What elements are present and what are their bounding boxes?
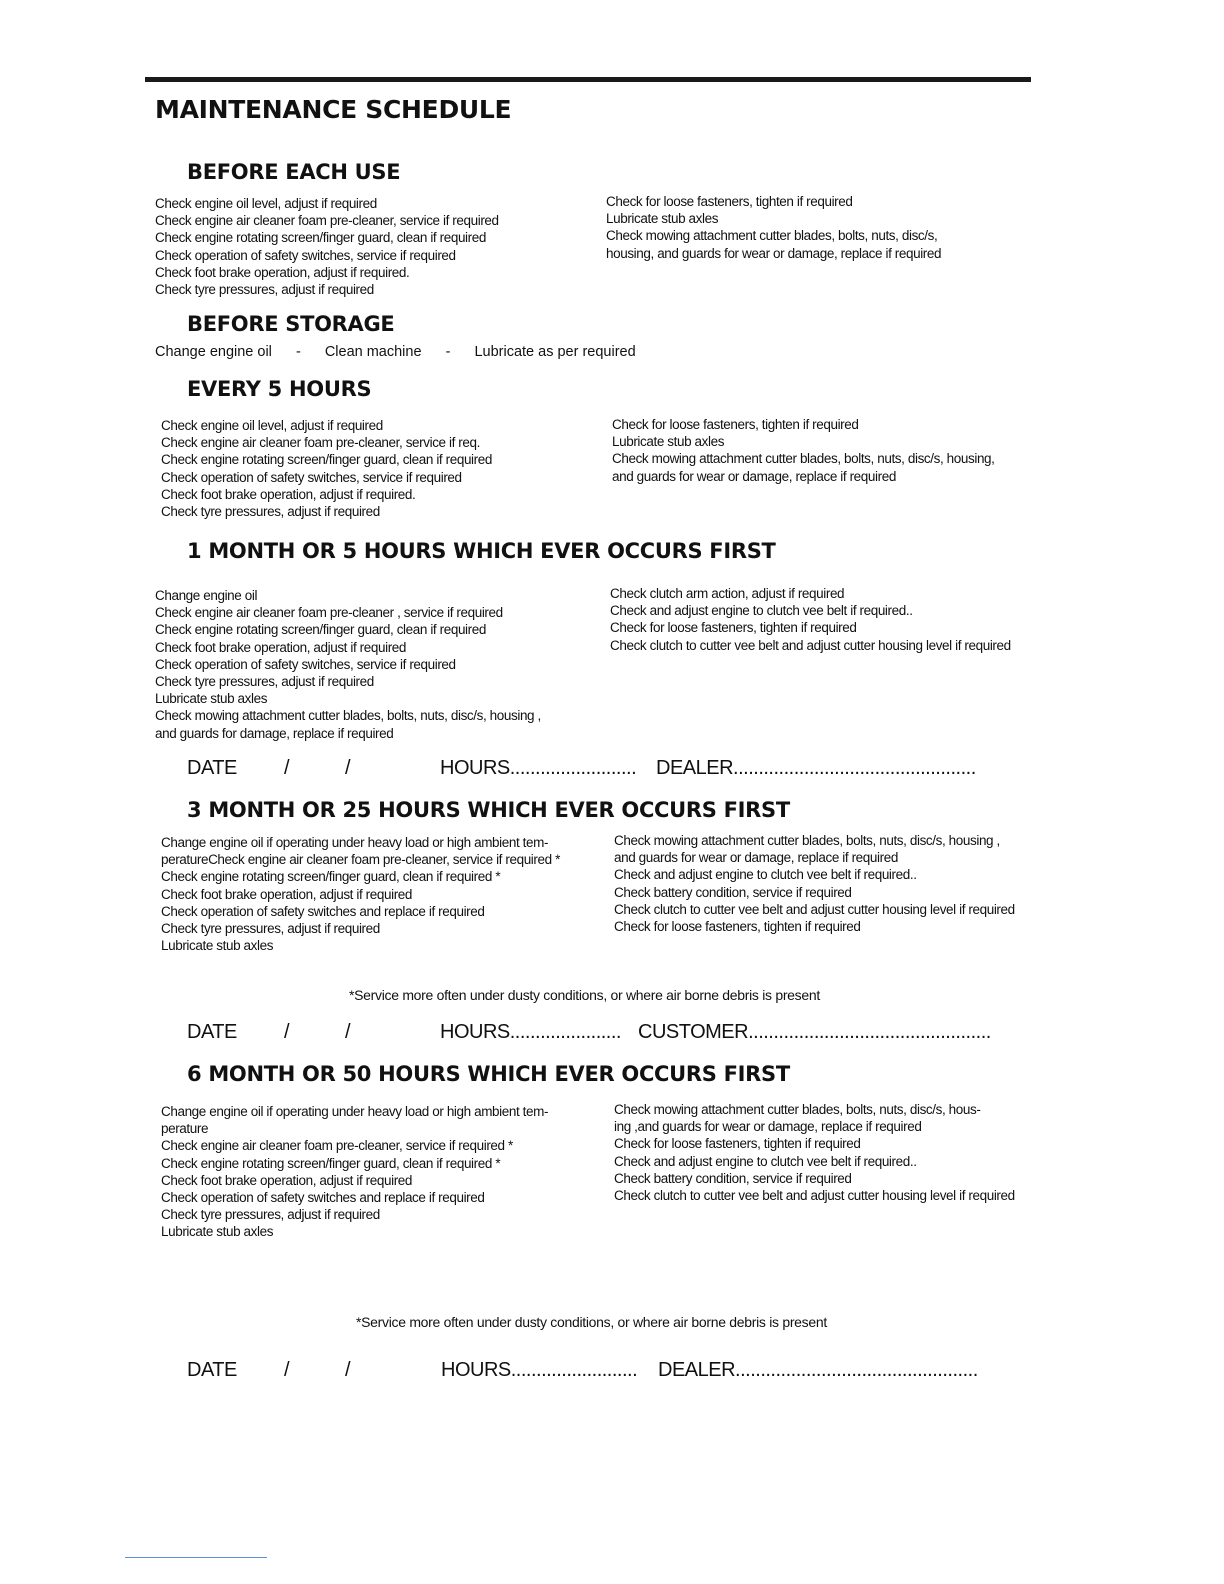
list-item: Change engine oil if operating under heavy load or high ambient tem-	[161, 835, 549, 850]
list-item: Lubricate stub axles	[155, 691, 268, 707]
list-item: Check tyre pressures, adjust if required	[161, 921, 380, 937]
date-slash: /	[345, 757, 351, 779]
list-item: Check mowing attachment cutter blades, bolts, nuts, disc/s,	[606, 228, 938, 244]
list-item: Check tyre pressures, adjust if required	[155, 282, 374, 298]
date-slash: /	[284, 757, 290, 779]
list-item: Check for loose fasteners, tighten if required	[606, 194, 853, 209]
date-slash: /	[345, 1021, 351, 1043]
list-item: Check for loose fasteners, tighten if required	[614, 919, 861, 935]
list-item: Lubricate stub axles	[606, 211, 719, 227]
storage-separator: -	[295, 344, 301, 360]
list-item: Change engine oil if operating under heavy load or high ambient tem-	[161, 1104, 549, 1119]
storage-item: Clean machine	[324, 344, 422, 360]
date-label: DATE	[187, 1359, 237, 1381]
list-item: perature	[161, 1121, 209, 1137]
one-month-right-list	[610, 585, 1011, 654]
three-month-left-list	[161, 834, 560, 954]
list-item: Check and adjust engine to clutch vee belt if required..	[614, 1153, 917, 1169]
every-5-hours-right-list	[612, 416, 995, 485]
list-item: and guards for wear or damage, replace if required	[614, 850, 898, 866]
list-item: Check mowing attachment cutter blades, bolts, nuts, disc/s, housing ,	[614, 833, 1000, 848]
list-item: Check engine rotating screen/finger guard, clean if required	[155, 230, 486, 246]
list-item: Check engine rotating screen/finger guard, clean if required	[155, 622, 486, 638]
storage-item: Lubricate as per required	[474, 344, 636, 360]
heading-1-month: 1 MONTH OR 5 HOURS WHICH EVER OCCURS FIRST	[187, 539, 776, 563]
three-month-right-list	[614, 832, 1015, 935]
heading-every-5-hours: EVERY 5 HOURS	[187, 377, 372, 401]
every-5-hours-left-list	[161, 417, 492, 520]
storage-separator: -	[445, 344, 451, 360]
list-item: Check engine oil level, adjust if required	[155, 196, 377, 211]
list-item: Check for loose fasteners, tighten if required	[614, 1136, 861, 1152]
list-item: Check clutch arm action, adjust if required	[610, 586, 845, 601]
dusty-conditions-note: *Service more often under dusty conditions, or where air borne debris is present	[349, 987, 820, 1003]
six-month-left-list	[161, 1103, 548, 1241]
heading-6-month: 6 MONTH OR 50 HOURS WHICH EVER OCCURS FIRST	[187, 1062, 790, 1086]
date-label: DATE	[187, 757, 237, 779]
dealer-field[interactable]: DEALER................................................	[658, 1359, 978, 1381]
footer-line	[125, 1557, 267, 1558]
list-item: Check operation of safety switches, service if required	[155, 656, 456, 672]
date-slash: /	[345, 1359, 351, 1381]
list-item: Check operation of safety switches, service if required	[161, 469, 462, 485]
list-item: housing, and guards for wear or damage, replace if required	[606, 245, 942, 261]
dusty-conditions-note: *Service more often under dusty conditions, or where air borne debris is present	[356, 1314, 827, 1330]
list-item: Check engine air cleaner foam pre-cleaner , service if required	[155, 605, 503, 621]
list-item: Check operation of safety switches and replace if required	[161, 1190, 485, 1206]
storage-item: Change engine oil	[155, 344, 272, 360]
list-item: ing ,and guards for wear or damage, replace if required	[614, 1119, 922, 1135]
list-item: Check and adjust engine to clutch vee belt if required..	[614, 867, 917, 883]
list-item: Lubricate stub axles	[612, 434, 725, 450]
date-slash: /	[284, 1359, 290, 1381]
list-item: Check engine oil level, adjust if required	[161, 418, 383, 433]
list-item: Lubricate stub axles	[161, 938, 274, 954]
list-item: Check tyre pressures, adjust if required	[161, 1207, 380, 1223]
list-item: Check engine rotating screen/finger guard, clean if required	[161, 452, 492, 468]
list-item: Check mowing attachment cutter blades, bolts, nuts, disc/s, hous-	[614, 1102, 981, 1117]
before-each-use-right-list	[606, 193, 941, 262]
customer-field[interactable]: CUSTOMER................................................	[638, 1021, 991, 1043]
dealer-field[interactable]: DEALER................................................	[656, 757, 976, 779]
list-item: Check clutch to cutter vee belt and adjust cutter housing level if required	[614, 901, 1015, 917]
list-item: Lubricate stub axles	[161, 1224, 274, 1240]
list-item: Check for loose fasteners, tighten if required	[610, 620, 857, 636]
list-item: Check engine air cleaner foam pre-cleaner, service if required *	[161, 1138, 513, 1154]
heading-3-month: 3 MONTH OR 25 HOURS WHICH EVER OCCURS FIRST	[187, 798, 790, 822]
list-item: Check tyre pressures, adjust if required	[155, 674, 374, 690]
one-month-left-list	[155, 587, 541, 742]
list-item: Check foot brake operation, adjust if required	[161, 1172, 413, 1188]
list-item: Check battery condition, service if required	[614, 884, 852, 900]
list-item: Check clutch to cutter vee belt and adjust cutter housing level if required	[614, 1188, 1015, 1204]
list-item: Check clutch to cutter vee belt and adjust cutter housing level if required	[610, 637, 1011, 653]
list-item: and guards for wear or damage, replace if required	[612, 468, 896, 484]
header-rule	[145, 77, 1031, 82]
list-item: Check battery condition, service if required	[614, 1170, 852, 1186]
heading-before-each-use: BEFORE EACH USE	[187, 160, 401, 184]
list-item: Check mowing attachment cutter blades, bolts, nuts, disc/s, housing,	[612, 451, 995, 467]
list-item: Check and adjust engine to clutch vee belt if required..	[610, 603, 913, 619]
before-each-use-left-list	[155, 195, 499, 298]
list-item: Check for loose fasteners, tighten if required	[612, 417, 859, 432]
list-item: Check engine rotating screen/finger guard, clean if required *	[161, 869, 501, 885]
heading-before-storage: BEFORE STORAGE	[187, 312, 395, 336]
list-item: Check mowing attachment cutter blades, bolts, nuts, disc/s, housing ,	[155, 708, 541, 724]
list-item: Check operation of safety switches, service if required	[155, 247, 456, 263]
hours-field[interactable]: HOURS.........................	[440, 757, 637, 779]
list-item: Check foot brake operation, adjust if required.	[161, 486, 416, 502]
list-item: Check tyre pressures, adjust if required	[161, 504, 380, 520]
list-item: peratureCheck engine air cleaner foam pre-cleaner, service if required *	[161, 852, 560, 868]
date-label: DATE	[187, 1021, 237, 1043]
list-item: Check engine air cleaner foam pre-cleaner, service if req.	[161, 435, 480, 451]
list-item: Check engine rotating screen/finger guard, clean if required *	[161, 1155, 501, 1171]
hours-field[interactable]: HOURS......................	[440, 1021, 621, 1043]
before-storage-items	[155, 344, 636, 360]
list-item: Check foot brake operation, adjust if required	[155, 639, 407, 655]
hours-field[interactable]: HOURS.........................	[441, 1359, 638, 1381]
list-item: Check engine air cleaner foam pre-cleaner, service if required	[155, 213, 499, 229]
list-item: Check operation of safety switches and replace if required	[161, 903, 485, 919]
date-slash: /	[284, 1021, 290, 1043]
page-title: MAINTENANCE SCHEDULE	[155, 95, 512, 124]
six-month-right-list	[614, 1101, 1015, 1204]
list-item: Check foot brake operation, adjust if required	[161, 886, 413, 902]
list-item: and guards for damage, replace if required	[155, 725, 394, 741]
list-item: Check foot brake operation, adjust if required.	[155, 264, 410, 280]
list-item: Change engine oil	[155, 588, 258, 603]
